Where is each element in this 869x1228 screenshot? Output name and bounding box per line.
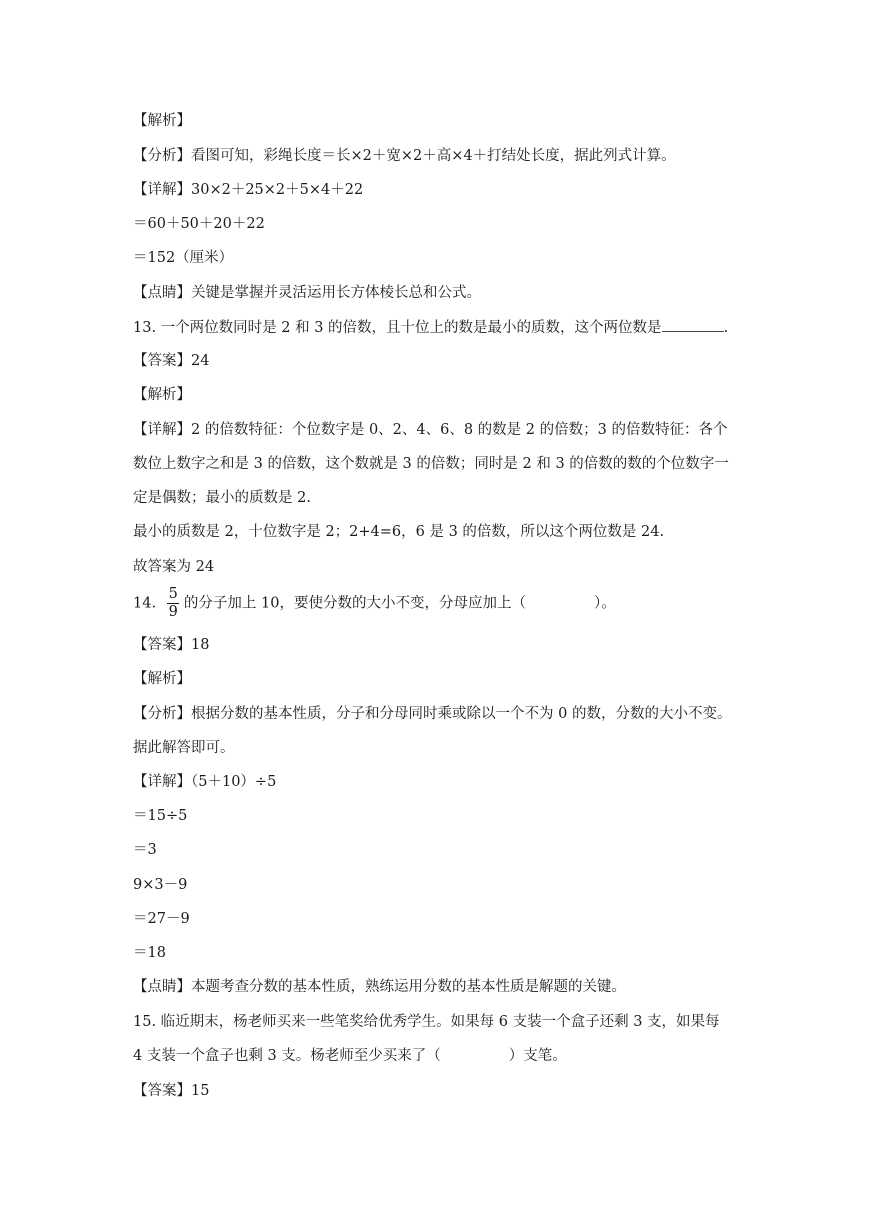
q14-solution: 【详解】（5＋10）÷5 bbox=[133, 774, 277, 790]
q12-tip: 【点睛】关键是掌握并灵活运用长方体棱长总和公式。 bbox=[133, 285, 481, 301]
q14-answer: 【答案】18 bbox=[133, 637, 210, 653]
q14-analysis-heading: 【解析】 bbox=[133, 671, 191, 687]
q13-question-end: . bbox=[723, 320, 729, 336]
fraction-denominator: 9 bbox=[168, 604, 178, 620]
q14-question-close: ）。 bbox=[593, 595, 616, 612]
q14-step-3: 9×3－9 bbox=[133, 877, 188, 893]
q13-conclusion: 故答案为 24 bbox=[133, 559, 215, 575]
q14-number: 14. bbox=[133, 595, 157, 612]
answer-blank bbox=[662, 317, 724, 332]
q14-step-5: ＝18 bbox=[133, 945, 166, 961]
q15-question-1: 15. 临近期末，杨老师买来一些笔奖给优秀学生。如果每 6 支装一个盒子还剩 3 支，如果每 bbox=[133, 1014, 720, 1030]
q13-solution-1: 【详解】2 的倍数特征：个位数字是 0、2、4、6、8 的数是 2 的倍数；3 的倍数特征：各个 bbox=[133, 422, 728, 438]
q13-solution-3: 定是偶数；最小的质数是 2. bbox=[133, 490, 311, 506]
q12-step-2: ＝152（厘米） bbox=[133, 250, 234, 266]
q15-answer: 【答案】15 bbox=[133, 1083, 210, 1099]
q14-step-1: ＝15÷5 bbox=[133, 808, 188, 824]
q14-step-4: ＝27－9 bbox=[133, 911, 190, 927]
q12-step-1: ＝60＋50＋20＋22 bbox=[133, 216, 265, 232]
q14-analysis-2: 据此解答即可。 bbox=[133, 740, 235, 756]
q13-question-text: 13. 一个两位数同时是 2 和 3 的倍数，且十位上的数是最小的质数，这个两位数是 bbox=[133, 320, 662, 336]
q14-question bbox=[133, 586, 749, 621]
q13-solution-2: 数位上数字之和是 3 的倍数，这个数就是 3 的倍数；同时是 2 和 3 的倍数的数的个位数字一 bbox=[133, 456, 729, 472]
q12-analysis: 【分析】看图可知，彩绳长度＝长×2＋宽×2＋高×4＋打结处长度，据此列式计算。 bbox=[133, 148, 676, 164]
q12-analysis-heading: 【解析】 bbox=[133, 113, 191, 129]
q13-analysis-heading: 【解析】 bbox=[133, 387, 191, 403]
q12-solution: 【详解】30×2＋25×2＋5×4＋22 bbox=[133, 182, 364, 198]
fraction bbox=[167, 586, 180, 621]
q14-analysis: 【分析】根据分数的基本性质，分子和分母同时乘或除以一个不为 0 的数，分数的大小不变。 bbox=[133, 706, 732, 722]
q14-question-text: 的分子加上 10，要使分数的大小不变，分母应加上（ bbox=[183, 595, 526, 612]
q13-question bbox=[133, 317, 749, 338]
q15-question-2-text: 4 支装一个盒子也剩 3 支。杨老师至少买来了（ bbox=[133, 1048, 441, 1064]
q15-question-2 bbox=[133, 1046, 749, 1066]
q13-answer: 【答案】24 bbox=[133, 353, 210, 369]
q14-step-2: ＝3 bbox=[133, 842, 157, 858]
fraction-numerator: 5 bbox=[168, 586, 178, 602]
q15-question-2-end: ）支笔。 bbox=[508, 1048, 567, 1064]
q13-solution-4: 最小的质数是 2，十位数字是 2；2+4=6，6 是 3 的倍数，所以这个两位数是 24. bbox=[133, 524, 665, 540]
q14-tip: 【点睛】本题考查分数的基本性质，熟练运用分数的基本性质是解题的关键。 bbox=[133, 979, 626, 995]
